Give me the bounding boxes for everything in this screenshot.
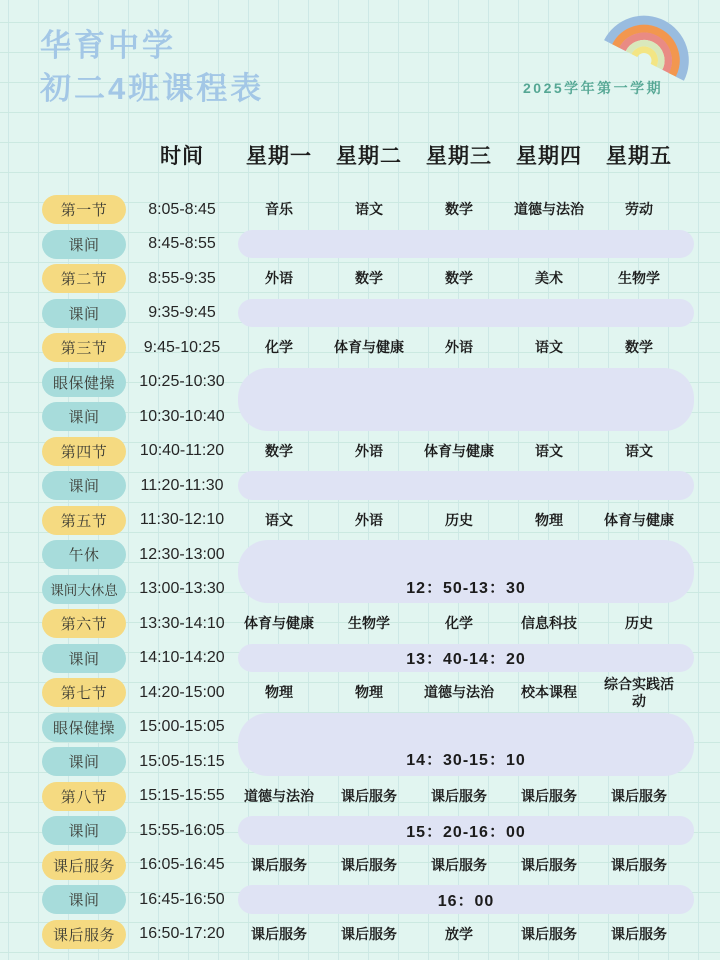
subject-cell: 数学: [625, 339, 653, 356]
subject-cell: 物理: [535, 511, 563, 528]
subject-cell: 化学: [445, 615, 473, 632]
subject-cell: 道德与法治: [424, 684, 494, 701]
subject-cell: 语文: [265, 511, 293, 528]
period-pill: 课间: [42, 816, 126, 845]
period-pill: 眼保健操: [42, 368, 126, 397]
time-cell: 13:30-14:10: [139, 614, 225, 632]
schedule-row: [38, 365, 684, 400]
subject-cell: 课后服务: [521, 787, 577, 804]
subject-cell: 体育与健康: [334, 339, 404, 356]
subject-cell: 信息科技: [521, 615, 577, 632]
time-cell: 15:05-15:15: [139, 752, 225, 770]
subject-cell: 道德与法治: [244, 787, 314, 804]
schedule-row: [38, 227, 684, 262]
period-pill: 第一节: [42, 195, 126, 224]
schedule-row: [38, 296, 684, 331]
header-thursday: 星期四: [516, 145, 582, 168]
subject-cell: 外语: [265, 270, 293, 287]
period-pill: 第四节: [42, 437, 126, 466]
subject-cell: 课后服务: [611, 787, 667, 804]
schedule-row: [38, 503, 684, 538]
schedule-row: [38, 572, 684, 607]
subject-cell: 历史: [625, 615, 653, 632]
schedule-row: [38, 192, 684, 227]
subject-cell: 课后服务: [521, 856, 577, 873]
subject-cell: 外语: [355, 511, 383, 528]
subject-cell: 课后服务: [521, 925, 577, 942]
schedule-row: [38, 261, 684, 296]
page-title: [40, 24, 264, 110]
time-cell: 11:30-12:10: [139, 511, 225, 528]
time-cell: 11:20-11:30: [140, 476, 224, 494]
subject-cell: 道德与法治: [514, 201, 584, 218]
period-pill: 课间: [42, 299, 126, 328]
subject-cell: 数学: [445, 201, 473, 218]
time-cell: 8:55-9:35: [148, 269, 216, 287]
schedule-row: [38, 641, 684, 676]
period-pill: 课间: [42, 644, 126, 673]
subject-cell: 数学: [355, 270, 383, 287]
subject-cell: 体育与健康: [604, 511, 674, 528]
subject-cell: 美术: [535, 270, 563, 287]
subject-cell: 课后服务: [341, 787, 397, 804]
schedule-row: [38, 399, 684, 434]
time-cell: 15:15-15:55: [139, 787, 225, 804]
time-cell: 10:30-10:40: [139, 407, 225, 425]
break-band-time: 13：40-14：20: [406, 651, 526, 669]
time-cell: 13:00-13:30: [139, 580, 225, 597]
schedule-row: [38, 468, 684, 503]
subject-cell: 放学: [445, 925, 473, 942]
period-pill: 第八节: [42, 782, 126, 811]
period-pill: 眼保健操: [42, 713, 126, 742]
time-cell: 16:50-17:20: [139, 925, 225, 942]
subject-cell: 外语: [445, 339, 473, 356]
subject-cell: 物理: [355, 684, 383, 701]
break-band-time: 12：50-13：30: [406, 579, 526, 597]
header-tuesday: 星期二: [336, 145, 402, 168]
period-pill: 第六节: [42, 609, 126, 638]
subject-cell: 音乐: [265, 201, 293, 218]
schedule-row: [38, 675, 684, 710]
subject-cell: 课后服务: [341, 925, 397, 942]
subject-cell: 体育与健康: [244, 615, 314, 632]
schedule-row: [38, 882, 684, 917]
subject-cell: 课后服务: [611, 856, 667, 873]
subject-cell: 生物学: [618, 270, 660, 287]
schedule-row: [38, 710, 684, 745]
class-title: 初二4班课程表: [40, 71, 265, 106]
subject-cell: 课后服务: [251, 925, 307, 942]
subject-cell: 历史: [445, 511, 473, 528]
time-cell: 16:45-16:50: [139, 890, 225, 908]
header-wednesday: 星期三: [426, 145, 492, 168]
schedule-row: [38, 813, 684, 848]
header-time: 时间: [160, 145, 204, 168]
time-cell: 15:55-16:05: [139, 821, 225, 839]
time-cell: 9:45-10:25: [143, 338, 221, 356]
subject-cell: 语文: [355, 201, 383, 218]
subject-cell: 课后服务: [611, 925, 667, 942]
break-band-time: 14：30-15：10: [406, 752, 526, 769]
period-pill: 课后服务: [42, 851, 126, 880]
subject-cell: 课后服务: [431, 787, 487, 804]
subject-cell: 化学: [265, 339, 293, 356]
subject-cell: 体育与健康: [424, 442, 494, 459]
subject-cell: 语文: [535, 442, 563, 459]
subject-cell: 物理: [265, 684, 293, 701]
schedule-row: [38, 917, 684, 952]
time-cell: 14:10-14:20: [139, 649, 225, 666]
subject-cell: 语文: [625, 442, 653, 459]
time-cell: 8:05-8:45: [148, 200, 216, 218]
schedule-table: [38, 138, 684, 953]
break-band-time: 15：20-16：00: [406, 823, 526, 841]
period-pill: 课间大休息: [42, 575, 126, 604]
time-cell: 9:35-9:45: [148, 304, 216, 321]
time-cell: 15:00-15:05: [139, 718, 225, 735]
subject-cell: 课后服务: [431, 856, 487, 873]
period-pill: 第三节: [42, 333, 126, 362]
time-cell: 10:25-10:30: [139, 373, 225, 390]
period-pill: 第七节: [42, 678, 126, 707]
time-cell: 10:40-11:20: [139, 442, 225, 459]
header-monday: 星期一: [246, 145, 312, 168]
time-cell: 12:30-13:00: [139, 545, 225, 563]
time-cell: 14:20-15:00: [139, 683, 225, 701]
period-pill: 课间: [42, 885, 126, 914]
subject-cell: 劳动: [625, 201, 653, 218]
schedule-row: [38, 744, 684, 779]
schedule-row: [38, 330, 684, 365]
subject-cell: 校本课程: [521, 684, 577, 701]
schedule-row: [38, 606, 684, 641]
subject-cell: 生物学: [348, 615, 390, 632]
period-pill: 课后服务: [42, 920, 126, 949]
period-pill: 午休: [42, 540, 126, 569]
period-pill: 课间: [42, 402, 126, 431]
period-pill: 课间: [42, 747, 126, 776]
subject-cell: 课后服务: [251, 856, 307, 873]
subject-cell: 课后服务: [341, 856, 397, 873]
period-pill: 课间: [42, 230, 126, 259]
period-pill: 第五节: [42, 506, 126, 535]
subject-cell: 数学: [265, 442, 293, 459]
schedule-row: [38, 537, 684, 572]
table-header-row: [38, 138, 684, 172]
period-pill: 课间: [42, 471, 126, 500]
time-cell: 8:45-8:55: [148, 235, 216, 252]
header-friday: 星期五: [606, 145, 672, 168]
subject-cell: 外语: [355, 442, 383, 459]
schedule-row: [38, 848, 684, 883]
semester-label: 2025学年第一学期: [523, 80, 664, 96]
subject-cell: 综合实践活动: [604, 676, 674, 709]
schedule-row: [38, 434, 684, 469]
schedule-row: [38, 779, 684, 814]
period-pill: 第二节: [42, 264, 126, 293]
break-band-time: 16：00: [437, 892, 495, 910]
subject-cell: 语文: [535, 339, 563, 356]
time-cell: 16:05-16:45: [139, 856, 225, 873]
subject-cell: 数学: [445, 270, 473, 287]
school-name: 华育中学: [40, 28, 176, 63]
